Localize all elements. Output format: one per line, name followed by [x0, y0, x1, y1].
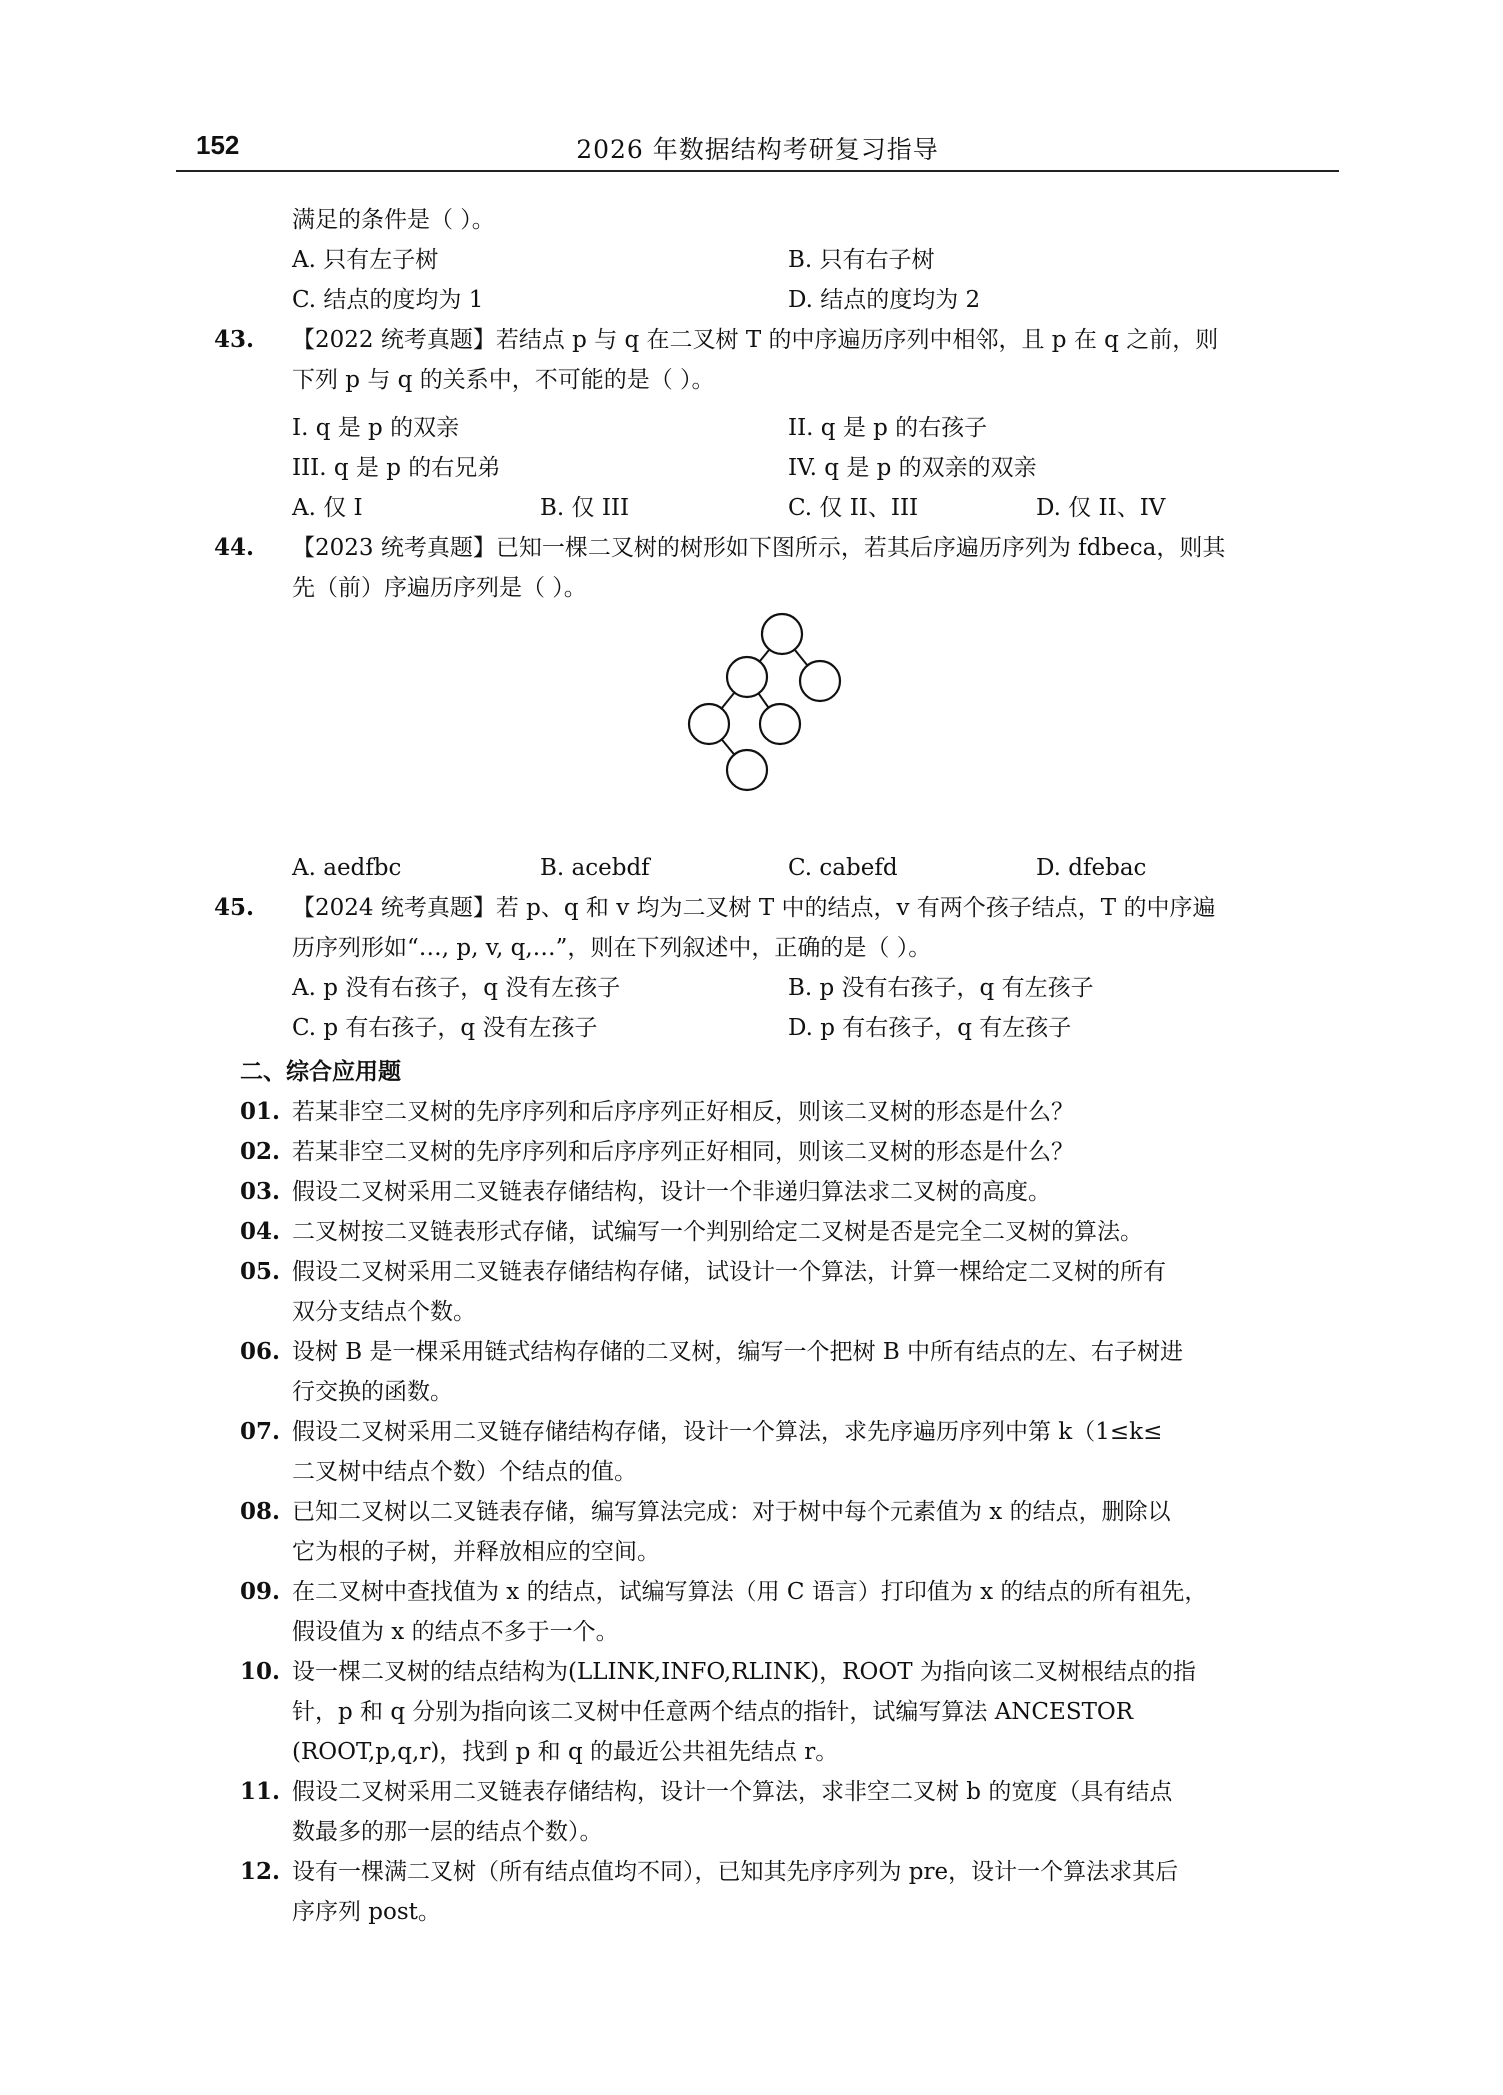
app-02: 02. 若某非空二叉树的先序序列和后序序列正好相同，则该二叉树的形态是什么？ — [240, 1138, 1074, 1165]
q42-options-row1 — [240, 240, 1340, 280]
q45-options-row2 — [240, 1008, 1340, 1048]
q42-option-c: C. 结点的度均为 1 — [292, 287, 484, 313]
q45-line1: 45. 【2024 统考真题】若 p、q 和 v 均为二叉树 T 中的结点，v 有两个孩子结点，T 的中序遍 — [240, 888, 1340, 928]
q43-line2: 下列 p 与 q 的关系中，不可能的是（ ）。 — [292, 367, 715, 393]
tree-node — [760, 704, 800, 744]
app-04: 04. 二叉树按二叉链表形式存储，试编写一个判别给定二叉树是否是完全二叉树的算法。 — [240, 1218, 1143, 1245]
q43-option-b: B. 仅 III — [540, 495, 630, 521]
q45-number: 45. — [214, 894, 255, 921]
tree-node — [727, 657, 767, 697]
q44-number: 44. — [214, 534, 255, 561]
q43-stmt-row1 — [240, 408, 1340, 448]
q44-option-d: D. dfebac — [1036, 855, 1147, 881]
app-07: 07. 假设二叉树采用二叉链存储结构存储，设计一个算法，求先序遍历序列中第 k（1≤k≤ 二叉树中结点个数）个结点的值。 — [240, 1418, 1163, 1485]
q44-option-b: B. acebdf — [540, 855, 650, 881]
q43-stmt-1: I. q 是 p 的双亲 — [292, 415, 460, 441]
tree-node — [762, 614, 802, 654]
q43-options — [240, 488, 1340, 528]
q42-options-row2 — [240, 280, 1340, 320]
q44-line1: 44. 【2023 统考真题】已知一棵二叉树的树形如下图所示，若其后序遍历序列为 fdbeca，则其 — [240, 528, 1340, 568]
q42-option-d: D. 结点的度均为 2 — [788, 287, 981, 313]
q45-option-a: A. p 没有右孩子，q 没有左孩子 — [292, 975, 621, 1001]
q43-line1: 43. 【2022 统考真题】若结点 p 与 q 在二叉树 T 的中序遍历序列中相邻，且 p 在 q 之前，则 — [240, 320, 1340, 360]
app-11: 11. 假设二叉树采用二叉链表存储结构，设计一个算法，求非空二叉树 b 的宽度（具有结点 数最多的那一层的结点个数）。 — [240, 1778, 1173, 1845]
app-05: 05. 假设二叉树采用二叉链表存储结构存储，试设计一个算法，计算一棵给定二叉树的所有 双分支结点个数。 — [240, 1258, 1166, 1325]
q45-option-b: B. p 没有右孩子，q 有左孩子 — [788, 975, 1094, 1001]
app-08: 08. 已知二叉树以二叉链表存储，编写算法完成：对于树中每个元素值为 x 的结点，删除以 它为根的子树，并释放相应的空间。 — [240, 1498, 1171, 1565]
q44-option-a: A. aedfbc — [292, 855, 402, 881]
q42-continued: 满足的条件是（ ）。 — [292, 207, 495, 233]
q45-options-row1 — [240, 968, 1340, 1008]
page-header — [176, 126, 1339, 172]
app-01: 01. 若某非空二叉树的先序序列和后序序列正好相反，则该二叉树的形态是什么？ — [240, 1098, 1074, 1125]
binary-tree-figure — [240, 608, 1340, 848]
q45-option-d: D. p 有右孩子，q 有左孩子 — [788, 1015, 1072, 1041]
binary-tree-diagram — [655, 610, 855, 810]
q45-line2: 历序列形如“…, p, v, q,…”，则在下列叙述中，正确的是（ ）。 — [292, 935, 932, 961]
q43-option-d: D. 仅 II、IV — [1036, 495, 1166, 521]
tree-node — [689, 704, 729, 744]
q44-line2: 先（前）序遍历序列是（ ）。 — [292, 575, 587, 601]
tree-node — [727, 750, 767, 790]
q43-number: 43. — [214, 326, 255, 353]
q43-stmt-3: III. q 是 p 的右兄弟 — [292, 455, 501, 481]
section-heading: 二、综合应用题 — [240, 1059, 401, 1085]
app-09: 09. 在二叉树中查找值为 x 的结点，试编写算法（用 C 语言）打印值为 x 的结点的所有祖先， 假设值为 x 的结点不多于一个。 — [240, 1578, 1208, 1645]
q43-option-a: A. 仅 I — [292, 495, 363, 521]
app-03: 03. 假设二叉树采用二叉链表存储结构，设计一个非递归算法求二叉树的高度。 — [240, 1178, 1051, 1205]
page-content — [214, 200, 1340, 1932]
page-number: 152 — [196, 130, 240, 160]
q43-stmt-4: IV. q 是 p 的双亲的双亲 — [788, 455, 1037, 481]
running-title: 2026 年数据结构考研复习指导 — [576, 135, 939, 164]
q43-stmt-2: II. q 是 p 的右孩子 — [788, 415, 988, 441]
tree-node — [800, 661, 840, 701]
q42-option-a: A. 只有左子树 — [292, 247, 439, 273]
app-06: 06. 设树 B 是一棵采用链式结构存储的二叉树，编写一个把树 B 中所有结点的左、右子树进 行交换的函数。 — [240, 1338, 1184, 1405]
q44-option-c: C. cabefd — [788, 855, 898, 881]
q43-option-c: C. 仅 II、III — [788, 495, 919, 521]
q42-option-b: B. 只有右子树 — [788, 247, 935, 273]
app-10: 10. 设一棵二叉树的结点结构为(LLINK,INFO,RLINK)，ROOT 为指向该二叉树根结点的指 针，p 和 q 分别为指向该二叉树中任意两个结点的指针，试编写算法 ANCESTOR (ROOT,p,q,r)，找到 p 和 q 的最近公共祖先结点 r。 — [240, 1658, 1196, 1765]
q43-stmt-row2 — [240, 448, 1340, 488]
q45-option-c: C. p 有右孩子，q 没有左孩子 — [292, 1015, 598, 1041]
q44-options — [240, 848, 1340, 888]
app-12: 12. 设有一棵满二叉树（所有结点值均不同），已知其先序序列为 pre，设计一个算法求其后 序序列 post。 — [240, 1858, 1179, 1925]
